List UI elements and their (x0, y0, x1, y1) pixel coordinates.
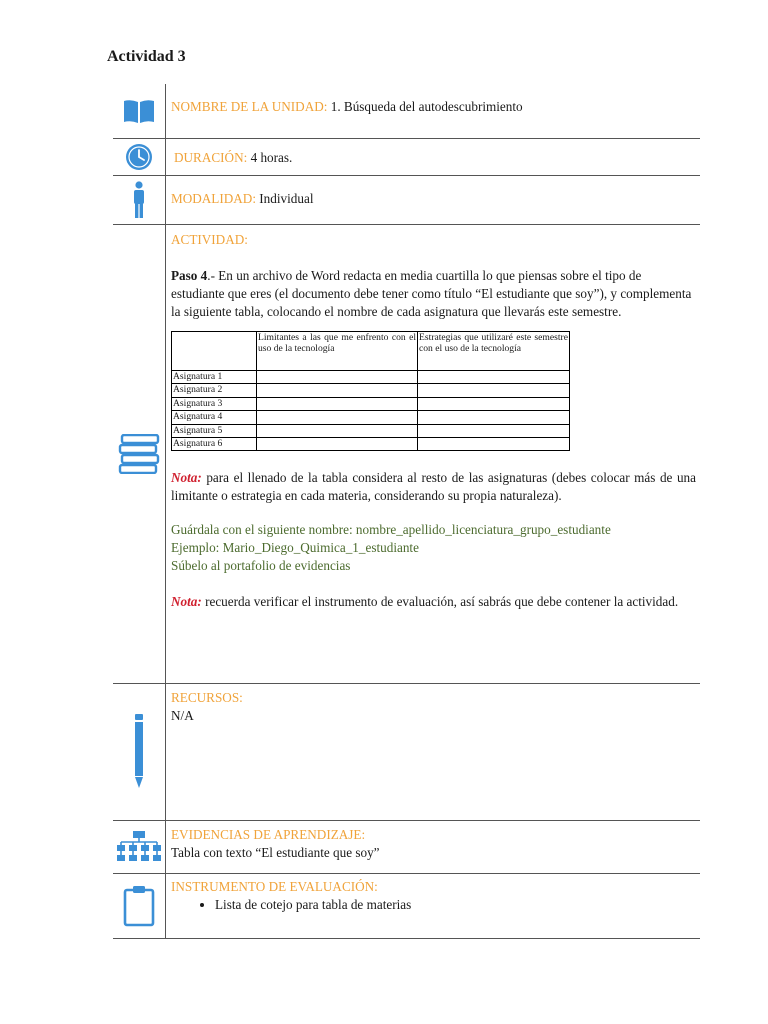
limitante-cell[interactable] (257, 437, 418, 450)
instrumento-list (171, 896, 696, 914)
duracion-value: 4 horas. (247, 150, 293, 165)
row-modalidad (113, 176, 700, 225)
row-instrumento (113, 874, 700, 939)
table-header-cell: Estrategias que utilizaré este semestre con el uso de la tecnología (418, 332, 570, 371)
duracion-label: DURACIÓN: (174, 150, 248, 165)
row-actividad (113, 225, 700, 684)
limitante-cell[interactable] (257, 411, 418, 424)
nota-1-text: para el llenado de la tabla considera al resto de las asignaturas (debes colocar más de una limitante o estrategia en cada materia, considerando su propia naturaleza). (171, 470, 696, 504)
table-header-row (172, 332, 570, 371)
books-stack-icon (118, 434, 160, 474)
table-header-cell: Limitantes a las que me enfrento con el uso de la tecnología (257, 332, 418, 371)
subject-cell: Asignatura 1 (172, 371, 257, 384)
icon-cell (113, 874, 166, 938)
modalidad-label: MODALIDAD: (171, 191, 256, 206)
clipboard-icon (123, 885, 155, 927)
limitante-cell[interactable] (257, 384, 418, 397)
table-row (172, 384, 570, 397)
recursos-value: N/A (171, 708, 194, 723)
nota-2 (171, 593, 696, 611)
limitante-cell[interactable] (257, 424, 418, 437)
subject-cell: Asignatura 3 (172, 397, 257, 410)
icon-cell (113, 821, 166, 873)
person-icon (131, 181, 147, 219)
icon-cell (113, 684, 166, 820)
row-recursos (113, 684, 700, 821)
icon-cell (113, 176, 166, 224)
subject-cell: Asignatura 5 (172, 424, 257, 437)
clock-icon (125, 143, 153, 171)
nota-2-text: recuerda verificar el instrumento de evaluación, así sabrás que debe contener la actividad. (201, 594, 679, 610)
green-line: Ejemplo: Mario_Diego_Quimica_1_estudiante (171, 540, 419, 556)
limitante-cell[interactable] (257, 397, 418, 410)
estrategia-cell[interactable] (418, 424, 570, 437)
limitante-cell[interactable] (257, 371, 418, 384)
subject-cell: Asignatura 6 (172, 437, 257, 450)
document-title: Actividad 3 (107, 48, 186, 65)
estrategia-cell[interactable] (418, 371, 570, 384)
row-duracion (113, 139, 700, 176)
estrategia-cell[interactable] (418, 384, 570, 397)
actividad-label: ACTIVIDAD: (171, 232, 248, 247)
paso-paragraph (171, 267, 696, 321)
icon-cell (113, 84, 166, 138)
subject-cell: Asignatura 4 (172, 411, 257, 424)
estrategia-cell[interactable] (418, 397, 570, 410)
unidad-value: 1. Búsqueda del autodescubrimiento (327, 99, 523, 114)
evidencias-value: Tabla con texto “El estudiante que soy” (171, 845, 380, 860)
table-row (172, 424, 570, 437)
estrategia-cell[interactable] (418, 437, 570, 450)
paso-label: Paso 4 (171, 268, 208, 283)
table-header-cell (172, 332, 257, 371)
book-icon (123, 98, 155, 124)
modalidad-value: Individual (255, 191, 314, 206)
paso-text: .- En un archivo de Word redacta en media cuartilla lo que piensas sobre el tipo de estudiante que eres (el documento debe tener como título “El estudiante que soy”), y complementa la siguiente tabla, colocando el nombre de cada asignatura que llevarás este semestre. (171, 268, 692, 319)
nota-1-label: Nota: (171, 470, 202, 486)
unidad-label: NOMBRE DE LA UNIDAD: (171, 99, 328, 114)
row-evidencias (113, 821, 700, 874)
recursos-label: RECURSOS: (171, 690, 243, 705)
icon-cell (113, 139, 166, 175)
nota-1 (171, 469, 696, 505)
instrumento-label: INSTRUMENTO DE EVALUACIÓN: (171, 879, 378, 894)
table-row (172, 371, 570, 384)
activity-sheet (113, 84, 700, 939)
green-line: Guárdala con el siguiente nombre: nombre_apellido_licenciatura_grupo_estudiante (171, 522, 611, 538)
nota-2-label: Nota: (171, 594, 202, 610)
pencil-icon (133, 714, 145, 790)
list-item: • Lista de cotejo para tabla de materias (215, 896, 696, 914)
table-row (172, 397, 570, 410)
subjects-table (171, 331, 570, 451)
org-chart-icon (117, 831, 161, 863)
evidencias-label: EVIDENCIAS DE APRENDIZAJE: (171, 827, 366, 842)
row-unidad (113, 84, 700, 139)
table-row (172, 437, 570, 450)
estrategia-cell[interactable] (418, 411, 570, 424)
green-line: Súbelo al portafolio de evidencias (171, 558, 351, 574)
icon-cell (113, 225, 166, 683)
table-row (172, 411, 570, 424)
subject-cell: Asignatura 2 (172, 384, 257, 397)
